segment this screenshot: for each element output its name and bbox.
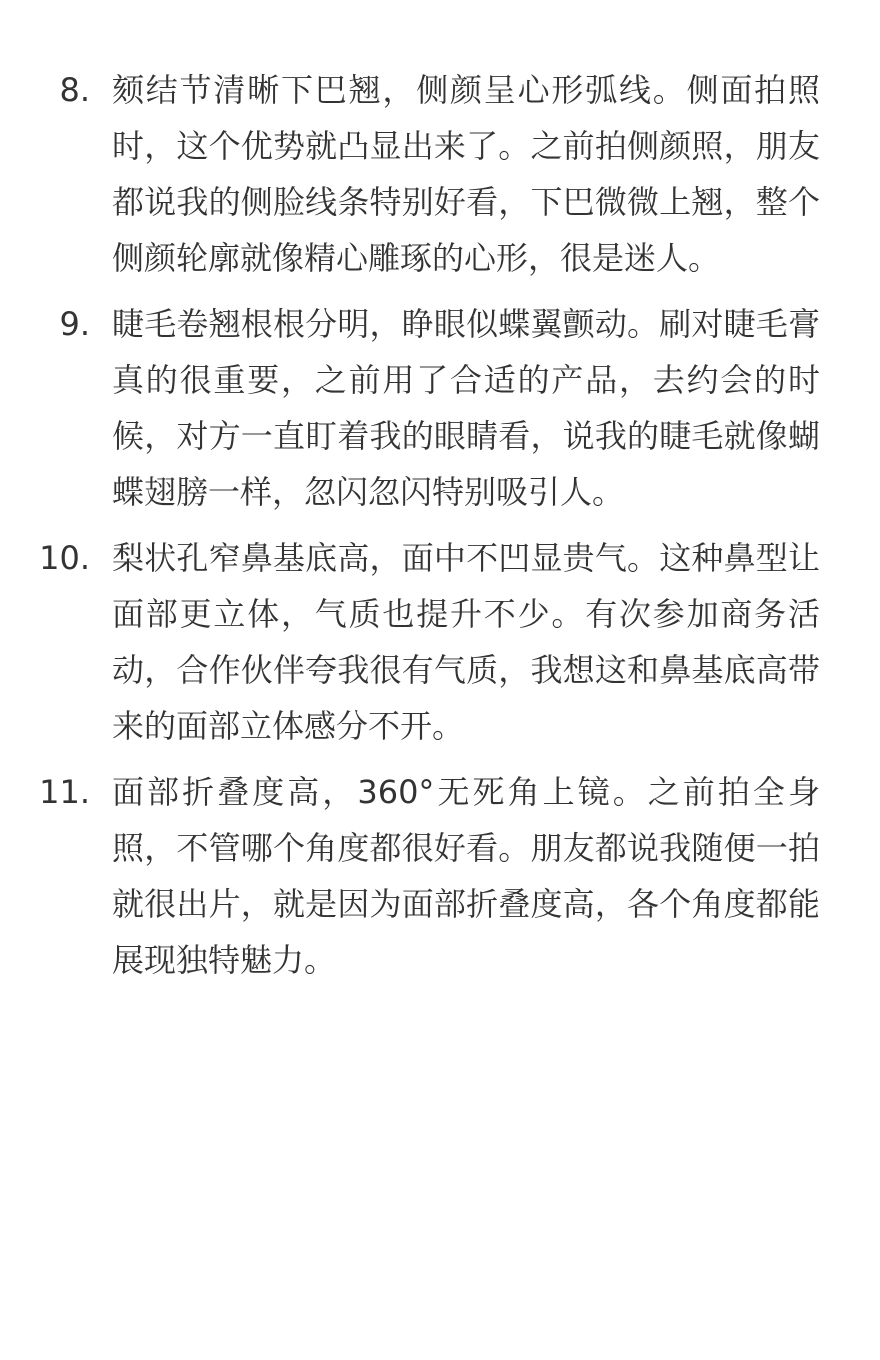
- list-item-text: 梨状孔窄鼻基底高，面中不凹显贵气。这种鼻型让面部更立体，气质也提升不少。有次参加商务活动，合作伙伴夸我很有气质，我想这和鼻基底高带来的面部立体感分不开。: [112, 539, 820, 745]
- list-item-number: 10.: [39, 539, 90, 577]
- numbered-list: [0, 62, 880, 998]
- list-item: [0, 62, 880, 286]
- list-item: [0, 764, 880, 988]
- list-item-text: 颏结节清晰下巴翘，侧颜呈心形弧线。侧面拍照时，这个优势就凸显出来了。之前拍侧颜照，朋友都说我的侧脸线条特别好看，下巴微微上翘，整个侧颜轮廓就像精心雕琢的心形，很是迷人。: [112, 71, 820, 277]
- list-item-text: 面部折叠度高，360°无死角上镜。之前拍全身照，不管哪个角度都很好看。朋友都说我随便一拍就很出片，就是因为面部折叠度高，各个角度都能展现独特魅力。: [112, 773, 820, 979]
- list-item: [0, 530, 880, 754]
- list-item-number: 11.: [39, 773, 90, 811]
- list-item: [0, 296, 880, 520]
- list-item-number: 9.: [59, 305, 90, 343]
- list-item-text: 睫毛卷翘根根分明，睁眼似蝶翼颤动。刷对睫毛膏真的很重要，之前用了合适的产品，去约会的时候，对方一直盯着我的眼睛看，说我的睫毛就像蝴蝶翅膀一样，忽闪忽闪特别吸引人。: [112, 305, 820, 511]
- list-item-number: 8.: [59, 71, 90, 109]
